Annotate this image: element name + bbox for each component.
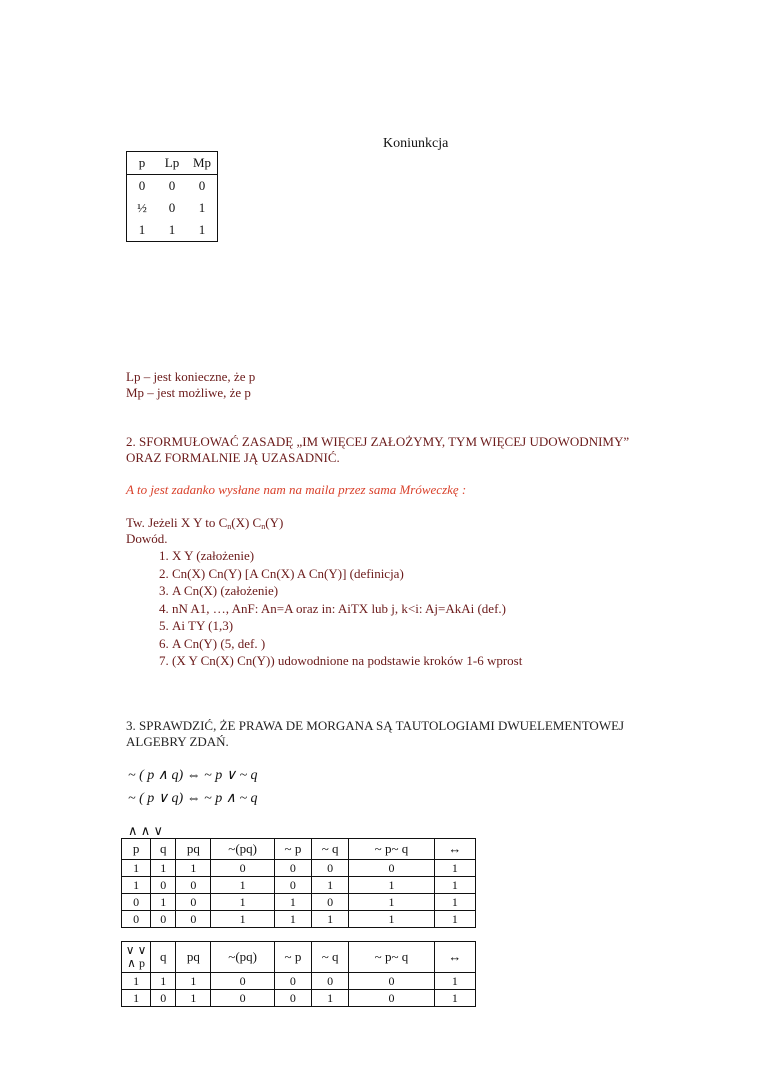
section-2-heading-line2: ORAZ FORMALNIE JĄ UZASADNIĆ. [126, 450, 340, 465]
header-cell: ↔ [434, 839, 475, 860]
table-cell: 1 [274, 911, 311, 928]
table-cell: 0 [211, 990, 274, 1007]
table-row [122, 894, 476, 911]
de-morgan-table-2 [121, 941, 476, 1007]
table-cell: 0 [211, 860, 274, 877]
table-cell: 1 [312, 877, 349, 894]
table-row [122, 877, 476, 894]
table-header-row [122, 942, 476, 973]
proof-step: 2. Cn(X) Cn(Y) [A Cn(X) A Cn(Y)] (definicja) [172, 565, 686, 583]
table-cell: 1 [176, 990, 211, 1007]
table-cell: 1 [138, 222, 146, 237]
table-cell: 1 [168, 222, 176, 237]
table-cell: 1 [211, 894, 274, 911]
proof-steps [126, 547, 686, 670]
modal-truth-table [126, 151, 218, 242]
table-cell: 1 [122, 877, 151, 894]
section-2 [126, 434, 686, 466]
table-cell: 1 [176, 973, 211, 990]
table-cell: 0 [274, 860, 311, 877]
table-cell: 0 [151, 877, 176, 894]
proof-step: 4. nN A1, …, AnF: An=A oraz in: AiTX lub j, k<i: Aj=AkAi (def.) [172, 600, 686, 618]
table-cell: 1 [349, 894, 434, 911]
header-cell: Lp [157, 152, 187, 175]
header-cell: pq [176, 839, 211, 860]
table-cell: 1 [122, 860, 151, 877]
table-cell: 1 [198, 222, 206, 237]
table-cell: 1 [151, 894, 176, 911]
table-cell: 1 [211, 877, 274, 894]
table-row [122, 911, 476, 928]
table-cell: 0 [274, 877, 311, 894]
table-cell: 1 [434, 894, 475, 911]
table-cell: 1 [434, 877, 475, 894]
logic-symbols: ∧ ∧ ∨ [128, 823, 164, 838]
table-cell: 1 [122, 973, 151, 990]
definition-lp: Lp – jest konieczne, że p [126, 369, 256, 384]
table-cell: 0 [168, 200, 176, 215]
section-3 [126, 718, 686, 750]
theorem: Tw. Jeżeli X Y to $C_n(X)$ $C_n(Y)$ [126, 515, 284, 531]
table-cell: 0 [211, 973, 274, 990]
header-corner-cell [122, 942, 151, 973]
table-row [122, 973, 476, 990]
table-cell: 0 [176, 911, 211, 928]
table-cell: 1 [434, 990, 475, 1007]
header-cell: q [151, 839, 176, 860]
page-title: Koniunkcja [383, 136, 449, 151]
table-cell: 0 [176, 894, 211, 911]
table-cell: 0 [151, 911, 176, 928]
table-cell: 0 [198, 178, 206, 193]
header-cell: p [122, 839, 151, 860]
table-cell: 1 [274, 894, 311, 911]
de-morgan-table-1 [121, 838, 476, 928]
header-cell: ~(pq) [211, 839, 274, 860]
table-cell: 0 [312, 860, 349, 877]
de-morgan-formula-2: ~ ( p ∨ q) ⇔ ~ p ∧ ~ q [128, 791, 258, 806]
corner-symbols-top: ∨ ∨ [125, 943, 147, 957]
table-cell: 0 [349, 860, 434, 877]
header-cell: pq [176, 942, 211, 973]
table-row [122, 860, 476, 877]
section-2-heading-line1: 2. SFORMUŁOWAĆ ZASADĘ „IM WIĘCEJ ZAŁOŻYMY, TYM WIĘCEJ UDOWODNIMY” [126, 434, 630, 449]
table-cell: 0 [122, 894, 151, 911]
email-note: A to jest zadanko wysłane nam na maila przez sama Mróweczkę : [126, 482, 467, 497]
table-cell: 1 [176, 860, 211, 877]
table-cell: 1 [211, 911, 274, 928]
table-cell: 1 [312, 990, 349, 1007]
header-cell: Mp [187, 152, 217, 175]
table-cell: 1 [434, 973, 475, 990]
table-header-row [127, 152, 217, 175]
header-cell: ~ q [312, 839, 349, 860]
table-cell: 0 [151, 990, 176, 1007]
table-cell: 1 [198, 200, 206, 215]
header-cell: p [127, 152, 157, 175]
definitions [126, 369, 255, 401]
table-row [127, 197, 217, 219]
table-cell: 1 [151, 860, 176, 877]
header-cell: q [151, 942, 176, 973]
table-cell: 1 [122, 990, 151, 1007]
proof-step: 7. (X Y Cn(X) Cn(Y)) udowodnione na podstawie kroków 1-6 wprost [172, 652, 686, 670]
table-cell: 1 [434, 911, 475, 928]
proof-step: 6. A Cn(Y) (5, def. ) [172, 635, 686, 653]
table-cell: 0 [349, 990, 434, 1007]
section-3-heading-line1: 3. SPRAWDZIĆ, ŻE PRAWA DE MORGANA SĄ TAUTOLOGIAMI DWUELEMENTOWEJ [126, 718, 625, 733]
proof-step: 3. A Cn(X) (założenie) [172, 582, 686, 600]
table-row [122, 990, 476, 1007]
header-cell: ↔ [434, 942, 475, 973]
table-cell: 0 [274, 973, 311, 990]
table-cell: 0 [312, 894, 349, 911]
table-cell: 0 [168, 178, 176, 193]
table-cell: 0 [349, 973, 434, 990]
table-header-row [122, 839, 476, 860]
table-cell: 1 [349, 877, 434, 894]
table-cell: 1 [434, 860, 475, 877]
table-row [127, 175, 217, 198]
table-cell: 0 [122, 911, 151, 928]
table-row [127, 219, 217, 241]
corner-symbols-bottom: ∧ p [127, 956, 145, 970]
header-cell: ~ p [274, 942, 311, 973]
header-cell: ~ p [274, 839, 311, 860]
proof-step: 5. Ai TY (1,3) [172, 617, 686, 635]
table-cell: 1 [312, 911, 349, 928]
proof-label: Dowód. [126, 531, 168, 546]
de-morgan-formula-1: ~ ( p ∧ q) ⇔ ~ p ∨ ~ q [128, 768, 258, 783]
header-cell: ~ p~ q [349, 942, 434, 973]
header-cell: ~ q [312, 942, 349, 973]
table-cell: 1 [151, 973, 176, 990]
table-cell: 1 [349, 911, 434, 928]
header-cell: ~(pq) [211, 942, 274, 973]
table-cell: 0 [138, 178, 146, 193]
theorem-block [126, 515, 686, 670]
table-cell: 0 [176, 877, 211, 894]
header-cell: ~ p~ q [349, 839, 434, 860]
definition-mp: Mp – jest możliwe, że p [126, 385, 251, 400]
section-3-heading-line2: ALGEBRY ZDAŃ. [126, 734, 229, 749]
table-cell: 0 [312, 973, 349, 990]
proof-step: 1. X Y (założenie) [172, 547, 686, 565]
table-cell: 0 [274, 990, 311, 1007]
table-cell: ½ [137, 200, 147, 215]
